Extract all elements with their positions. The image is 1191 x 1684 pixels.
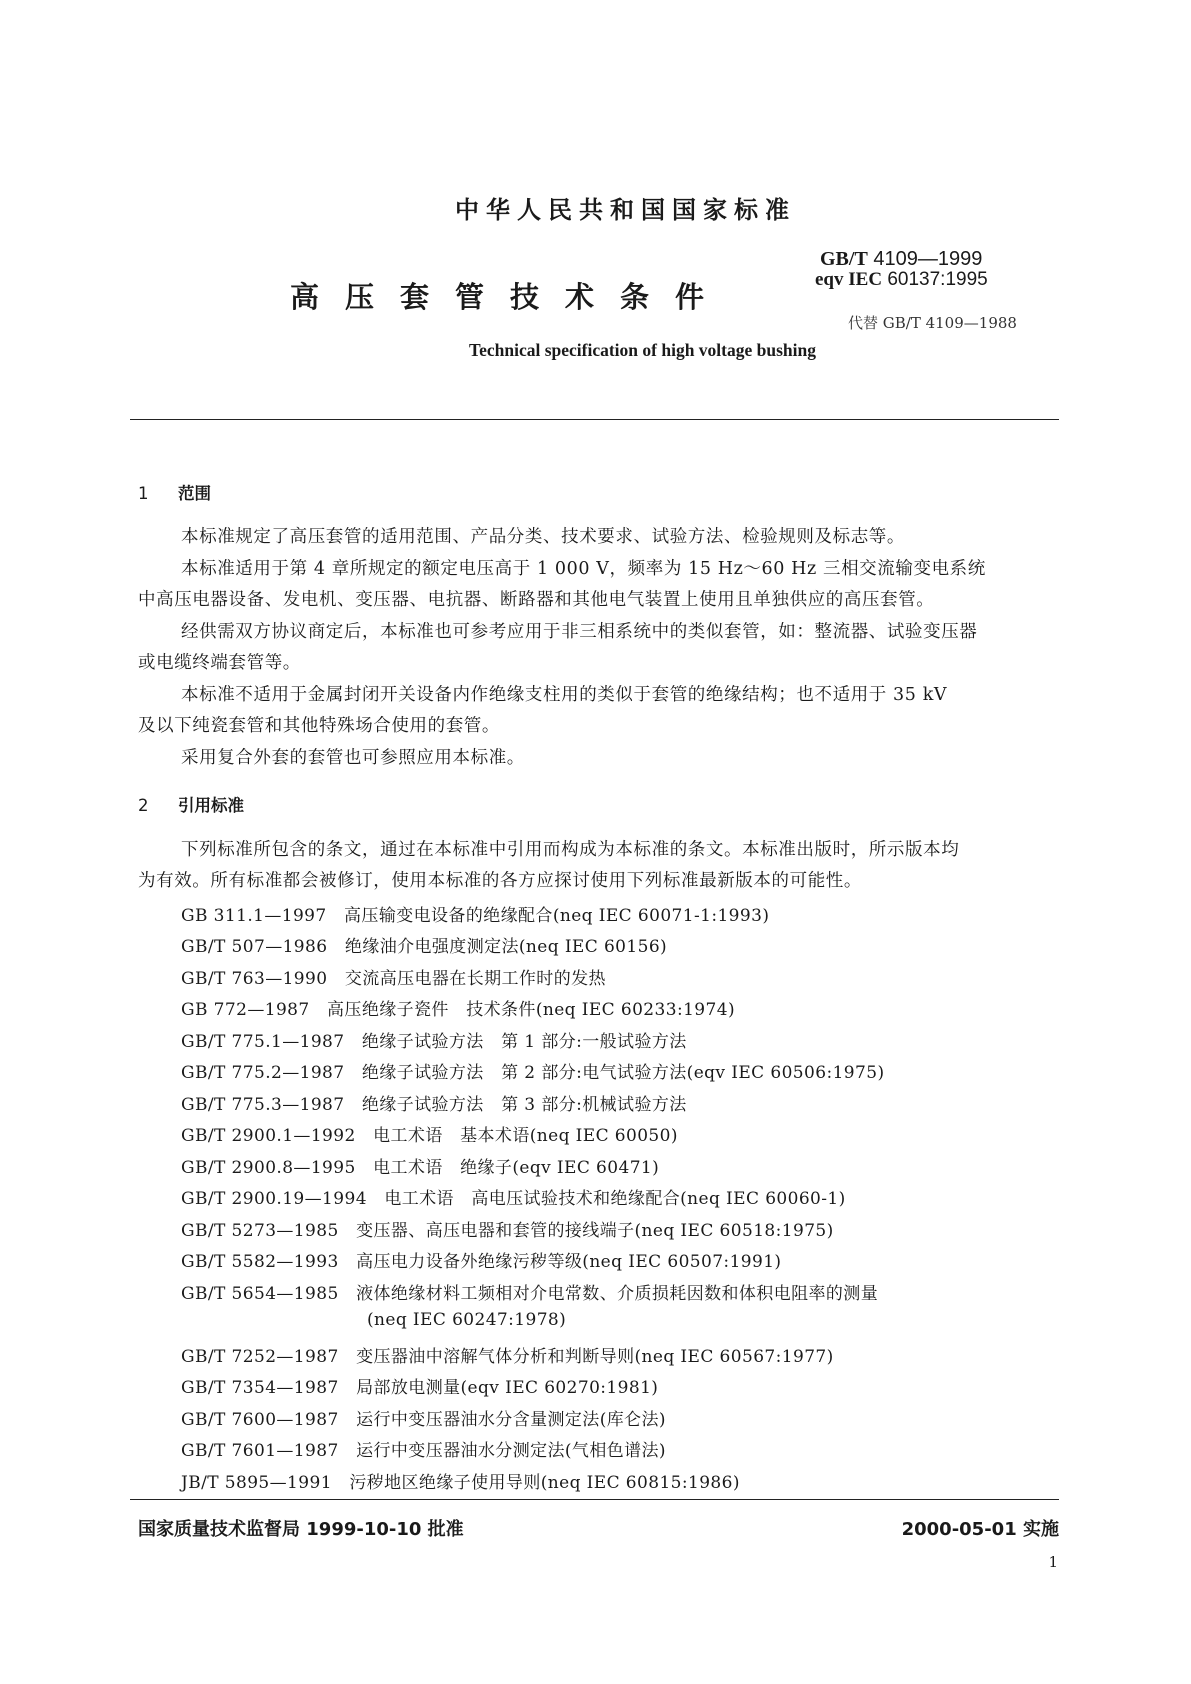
- standard-number-value: 4109—1999: [873, 248, 983, 270]
- paragraph-line: 及以下纯瓷套管和其他特殊场合使用的套管。: [138, 716, 500, 736]
- reference-item: [181, 1468, 740, 1493]
- paragraph-line: 采用复合外套的套管也可参照应用本标准。: [181, 748, 525, 768]
- reference-title: 绝缘子试验方法 第 3 部分:机械试验方法: [361, 1095, 687, 1115]
- section-number: 2: [138, 796, 149, 815]
- reference-code: GB/T 5273—1985: [181, 1221, 339, 1241]
- reference-code: GB/T 2900.19—1994: [181, 1189, 367, 1209]
- paragraph-line: 本标准适用于第 4 章所规定的额定电压高于 1 000 V，频率为 15 Hz～60 Hz 三相交流输变电系统: [181, 559, 986, 579]
- paragraph-line: 本标准不适用于金属封闭开关设备内作绝缘支柱用的类似于套管的绝缘结构；也不适用于 35 kV: [181, 685, 948, 705]
- footer-divider: [130, 1499, 1059, 1500]
- section-title: 引用标准: [178, 796, 244, 815]
- standard-number: [820, 248, 982, 271]
- reference-code: GB/T 775.2—1987: [181, 1063, 345, 1083]
- reference-title: 绝缘油介电强度测定法(neq IEC 60156): [344, 937, 668, 957]
- reference-title: 高压输变电设备的绝缘配合(neq IEC 60071-1:1993): [344, 906, 770, 926]
- reference-item: [181, 932, 667, 957]
- reference-item: [181, 1216, 834, 1241]
- equivalent-standard: [815, 269, 988, 291]
- reference-code: GB/T 763—1990: [181, 969, 328, 989]
- reference-title: 变压器油中溶解气体分析和判断导则(neq IEC 60567:1977): [356, 1347, 834, 1367]
- reference-code: GB/T 2900.8—1995: [181, 1158, 356, 1178]
- reference-title: 运行中变压器油水分含量测定法(库仑法): [356, 1410, 666, 1430]
- reference-item: [181, 901, 769, 926]
- header-divider: [130, 419, 1059, 420]
- reference-code: GB 311.1—1997: [181, 906, 327, 926]
- reference-item: [181, 1436, 666, 1461]
- reference-item: [181, 995, 735, 1020]
- reference-item: [181, 1342, 834, 1367]
- reference-item: [181, 1373, 658, 1398]
- reference-code: GB/T 7600—1987: [181, 1410, 339, 1430]
- section-1-heading: [138, 480, 211, 504]
- section-number: 1: [138, 484, 149, 503]
- page-number: 1: [1048, 1553, 1058, 1571]
- reference-item: [181, 1027, 687, 1052]
- document-title-en-wrap: [0, 340, 1000, 361]
- reference-code: GB/T 5582—1993: [181, 1252, 339, 1272]
- reference-code: GB/T 7601—1987: [181, 1441, 339, 1461]
- reference-item: [181, 1279, 878, 1304]
- reference-title: 污秽地区绝缘子使用导则(neq IEC 60815:1986): [349, 1473, 740, 1493]
- reference-item: [181, 1090, 687, 1115]
- reference-code: GB 772—1987: [181, 1000, 310, 1020]
- reference-title: 电工术语 基本术语(neq IEC 60050): [373, 1126, 678, 1146]
- section-title: 范围: [178, 484, 211, 503]
- reference-item: [181, 1405, 666, 1430]
- paragraph-line: 本标准规定了高压套管的适用范围、产品分类、技术要求、试验方法、检验规则及标志等。: [181, 527, 905, 547]
- reference-item: [181, 1184, 846, 1209]
- approval-line: 国家质量技术监督局 1999-10-10 批准: [138, 1519, 464, 1540]
- standard-prefix: GB/T: [820, 248, 868, 270]
- document-title-en: Technical specification of high voltage bushing: [469, 340, 816, 360]
- reference-title: 变压器、高压电器和套管的接线端子(neq IEC 60518:1975): [356, 1221, 834, 1241]
- document-title-cn: 高压套管技术条件: [290, 280, 731, 314]
- paragraph-line: 或电缆终端套管等。: [138, 653, 301, 673]
- reference-title: 交流高压电器在长期工作时的发热: [344, 969, 606, 989]
- reference-title: 局部放电测量(eqv IEC 60270:1981): [356, 1378, 659, 1398]
- reference-code: JB/T 5895—1991: [181, 1473, 332, 1493]
- reference-title: 绝缘子试验方法 第 1 部分:一般试验方法: [361, 1032, 687, 1052]
- reference-title-continuation: (neq IEC 60247:1978): [367, 1310, 567, 1330]
- paragraph-line: 中高压电器设备、发电机、变压器、电抗器、断路器和其他电气装置上使用且单独供应的高压套管。: [138, 590, 935, 610]
- reference-code: GB/T 775.3—1987: [181, 1095, 345, 1115]
- equivalent-number: 60137:1995: [887, 269, 988, 290]
- paragraph-line: 下列标准所包含的条文，通过在本标准中引用而构成为本标准的条文。本标准出版时，所示版本均: [181, 840, 960, 860]
- reference-code: GB/T 775.1—1987: [181, 1032, 345, 1052]
- paragraph-line: 经供需双方协议商定后，本标准也可参考应用于非三相系统中的类似套管，如：整流器、试验变压器: [181, 622, 978, 642]
- reference-item: [181, 1153, 659, 1178]
- reference-item: [181, 1058, 884, 1083]
- reference-title: 绝缘子试验方法 第 2 部分:电气试验方法(eqv IEC 60506:1975): [361, 1063, 885, 1083]
- reference-title: 电工术语 绝缘子(eqv IEC 60471): [373, 1158, 660, 1178]
- reference-item: [181, 1247, 781, 1272]
- section-2-heading: [138, 792, 244, 816]
- reference-code: GB/T 2900.1—1992: [181, 1126, 356, 1146]
- reference-title: 高压电力设备外绝缘污秽等级(neq IEC 60507:1991): [356, 1252, 782, 1272]
- reference-code: GB/T 507—1986: [181, 937, 328, 957]
- reference-code: GB/T 7354—1987: [181, 1378, 339, 1398]
- reference-code: GB/T 7252—1987: [181, 1347, 339, 1367]
- paragraph-line: 为有效。所有标准都会被修订，使用本标准的各方应探讨使用下列标准最新版本的可能性。: [138, 871, 862, 891]
- replaces-standard: 代替 GB/T 4109—1988: [848, 314, 1017, 332]
- reference-item: [181, 964, 606, 989]
- implementation-date: 2000-05-01 实施: [901, 1519, 1059, 1540]
- reference-title: 运行中变压器油水分测定法(气相色谱法): [356, 1441, 666, 1461]
- national-standard-heading: 中华人民共和国国家标准: [455, 196, 796, 224]
- reference-title: 电工术语 高电压试验技术和绝缘配合(neq IEC 60060-1): [384, 1189, 846, 1209]
- reference-title: 高压绝缘子瓷件 技术条件(neq IEC 60233:1974): [327, 1000, 735, 1020]
- reference-title: 液体绝缘材料工频相对介电常数、介质损耗因数和体积电阻率的测量: [356, 1284, 879, 1304]
- reference-item: [181, 1121, 678, 1146]
- equivalent-prefix: eqv IEC: [815, 269, 883, 290]
- reference-code: GB/T 5654—1985: [181, 1284, 339, 1304]
